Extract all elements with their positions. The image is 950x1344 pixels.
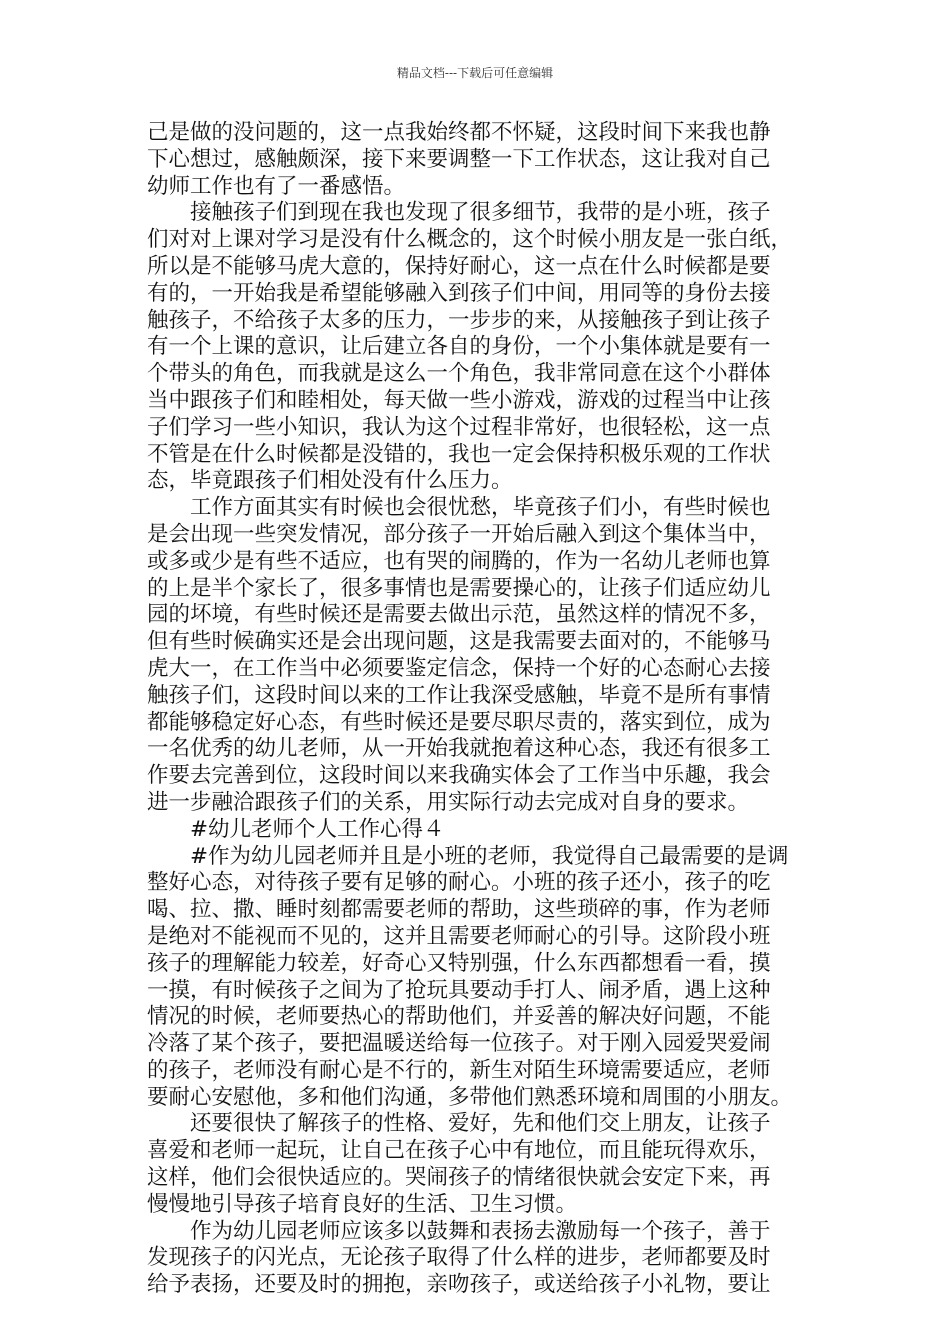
text-line: 一摸，有时候孩子之间为了抢玩具要动手打人、闹矛盾，遇上这种: [147, 977, 771, 1003]
text-line: 子们学习一些小知识，我认为这个过程非常好，也很轻松，这一点: [147, 414, 771, 440]
text-line: 都能够稳定好心态，有些时候还是要尽职尽责的，落实到位，成为: [147, 709, 771, 735]
text-line: 有一个上课的意识，让后建立各自的身份，一个小集体就是要有一: [147, 334, 771, 360]
text-line: 作要去完善到位，这段时间以来我确实体会了工作当中乐趣，我会: [147, 763, 771, 789]
text-line: 一名优秀的幼儿老师，从一开始我就抱着这种心态，我还有很多工: [147, 736, 771, 762]
text-line: 接触孩子们到现在我也发现了很多细节，我带的是小班，孩子: [190, 200, 771, 226]
text-line: 慢慢地引导孩子培育良好的生活、卫生习惯。: [147, 1191, 578, 1217]
text-line: 下心想过，感触颇深，接下来要调整一下工作状态，这让我对自己: [147, 146, 771, 172]
paragraph: [147, 1111, 807, 1218]
text-line: 不管是在什么时候都是没错的，我也一定会保持积极乐观的工作状: [147, 441, 771, 467]
text-line: 情况的时候，老师要热心的帮助他们，并妥善的解决好问题，不能: [147, 1004, 771, 1030]
text-line: 但有些时候确实还是会出现问题，这是我需要去面对的，不能够马: [147, 629, 771, 655]
text-line: 作为幼儿园老师应该多以鼓舞和表扬去激励每一个孩子，善于: [190, 1218, 771, 1244]
text-line: 给予表扬，还要及时的拥抱，亲吻孩子，或送给孩子小礼物，要让: [147, 1272, 771, 1298]
text-line: 个带头的角色，而我就是这么一个角色，我非常同意在这个小群体: [147, 361, 771, 387]
text-line: 喜爱和老师一起玩，让自己在孩子心中有地位，而且能玩得欢乐，: [147, 1138, 771, 1164]
text-line: 己是做的没问题的，这一点我始终都不怀疑，这段时间下来我也静: [147, 120, 771, 145]
text-line: 虎大一，在工作当中必须要鉴定信念，保持一个好的心态耐心去接: [147, 655, 771, 681]
text-line: #作为幼儿园老师并且是小班的老师，我觉得自己最需要的是调: [190, 843, 789, 869]
text-line: 还要很快了解孩子的性格、爱好，先和他们交上朋友，让孩子: [190, 1111, 771, 1137]
text-line: 所以是不能够马虎大意的，保持好耐心，这一点在什么时候都是要: [147, 253, 771, 279]
paragraph: [147, 844, 807, 1112]
page-header: 精品文档---下载后可任意编辑: [396, 66, 554, 80]
text-line: 整好心态，对待孩子要有足够的耐心。小班的孩子还小，孩子的吃: [147, 870, 771, 896]
text-line: 是会出现一些突发情况，部分孩子一开始后融入到这个集体当中，: [147, 521, 771, 547]
text-line: 喝、拉、撒、睡时刻都需要老师的帮助，这些琐碎的事，作为老师: [147, 897, 771, 923]
text-line: 的上是半个家长了，很多事情也是需要操心的，让孩子们适应幼儿: [147, 575, 771, 601]
paragraph: [147, 120, 807, 200]
text-line: 当中跟孩子们和睦相处，每天做一些小游戏，游戏的过程当中让孩: [147, 387, 771, 413]
text-line: 是绝对不能视而不见的，这并且需要老师耐心的引导。这阶段小班: [147, 923, 771, 949]
text-line: 工作方面其实有时候也会很忧愁，毕竟孩子们小，有些时候也: [190, 495, 771, 521]
text-line: 进一步融洽跟孩子们的关系，用实际行动去完成对自身的要求。: [147, 789, 750, 815]
text-line: 触孩子们，这段时间以来的工作让我深受感触，毕竟不是所有事情: [147, 682, 771, 708]
text-line: 触孩子，不给孩子太多的压力，一步步的来，从接触孩子到让孩子: [147, 307, 771, 333]
text-line: 孩子的理解能力较差，好奇心又特别强，什么东西都想看一看，摸: [147, 950, 771, 976]
text-line: 冷落了某个孩子，要把温暖送给每一位孩子。对于刚入园爱哭爱闹: [147, 1031, 771, 1057]
text-line: 有的，一开始我是希望能够融入到孩子们中间，用同等的身份去接: [147, 280, 771, 306]
text-line: 幼师工作也有了一番感悟。: [147, 173, 406, 199]
text-line: 这样，他们会很快适应的。哭闹孩子的情绪很快就会安定下来，再: [147, 1165, 771, 1191]
text-line: 的孩子，老师没有耐心是不行的，新生对陌生环境需要适应，老师: [147, 1057, 771, 1083]
text-line: 或多或少是有些不适应，也有哭的闹腾的，作为一名幼儿老师也算: [147, 548, 771, 574]
document-body: [147, 120, 807, 1299]
paragraph: [147, 200, 807, 495]
paragraph: [147, 1219, 807, 1299]
text-line: 态，毕竟跟孩子们相处没有什么压力。: [147, 468, 513, 494]
text-line: 发现孩子的闪光点，无论孩子取得了什么样的进步，老师都要及时: [147, 1245, 771, 1271]
text-line: #幼儿老师个人工作心得４: [190, 816, 445, 842]
text-line: 园的坏境，有些时候还是需要去做出示范，虽然这样的情况不多，: [147, 602, 771, 628]
text-line: 要耐心安慰他，多和他们沟通，多带他们熟悉环境和周围的小朋友。: [147, 1084, 793, 1110]
text-line: 们对对上课对学习是没有什么概念的，这个时候小朋友是一张白纸，: [147, 227, 793, 253]
paragraph: [147, 817, 807, 844]
paragraph: [147, 495, 807, 817]
